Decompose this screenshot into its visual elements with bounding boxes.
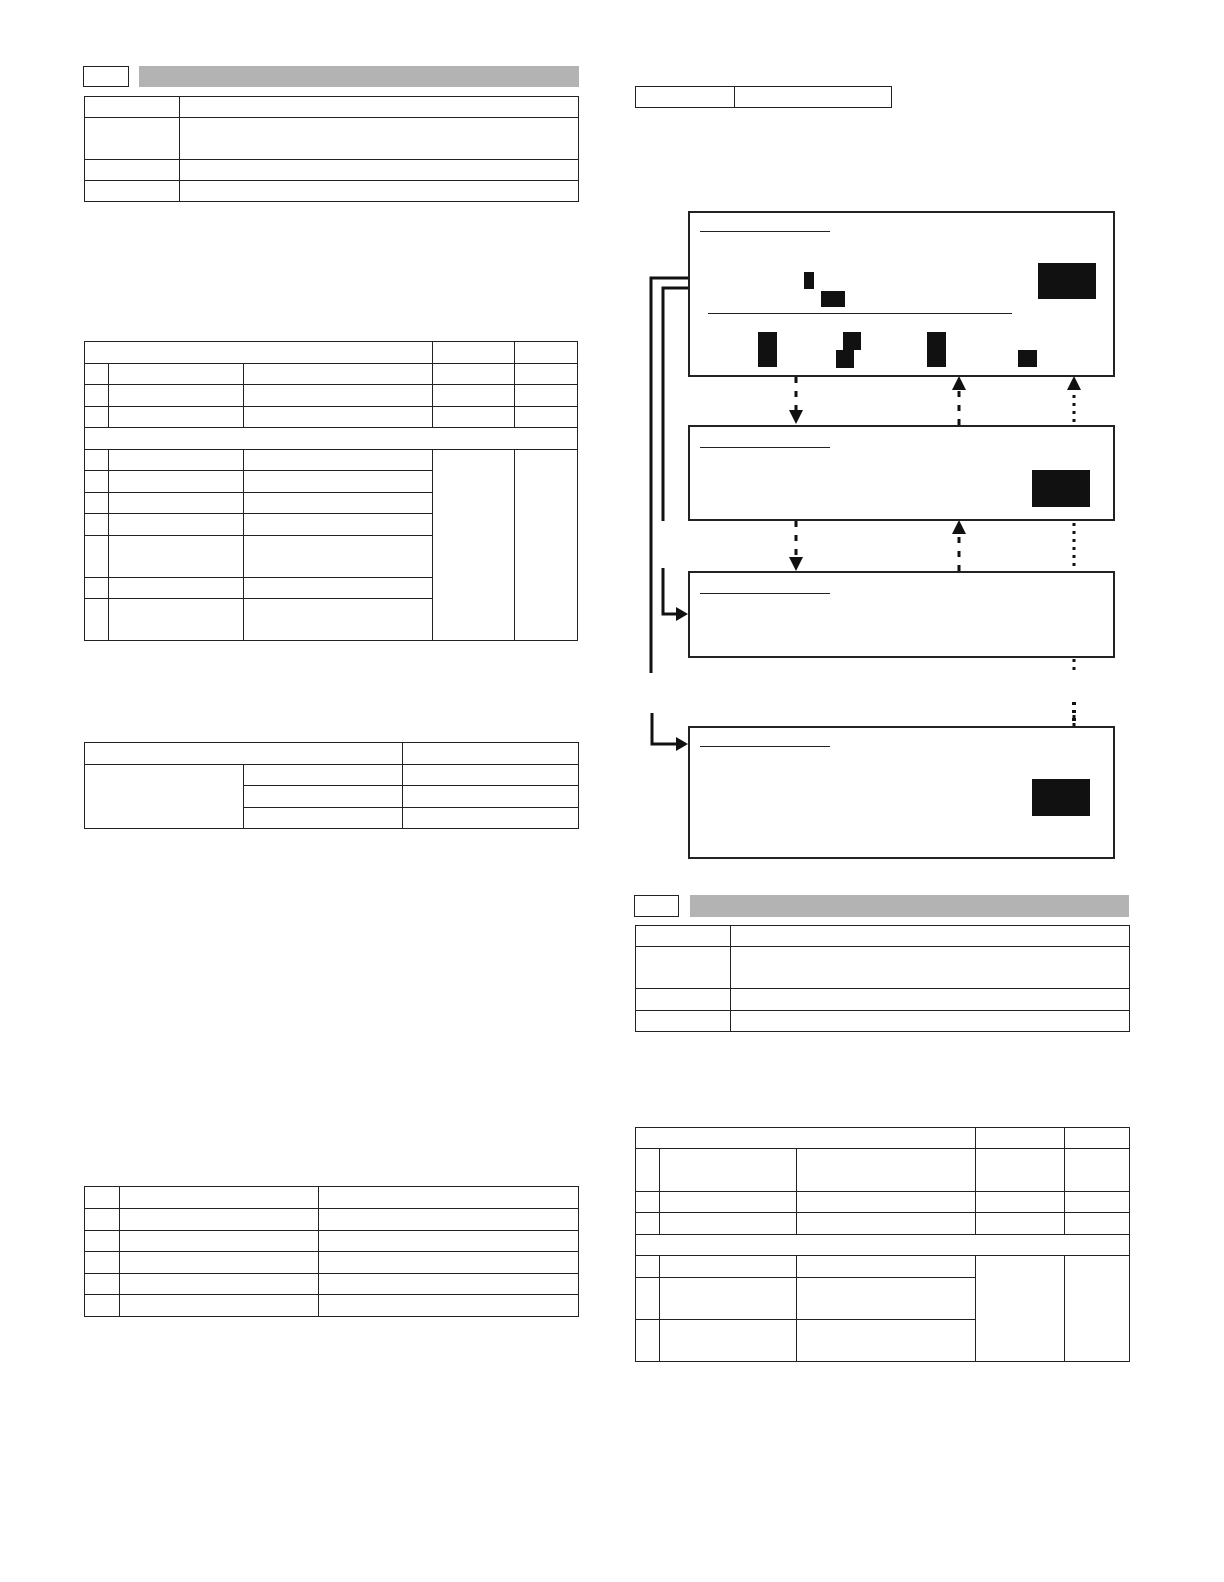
setting-content-cell [244,578,433,599]
setting-default-cell [1065,1213,1130,1235]
setting-default-cell [515,450,578,641]
setting-item-cell [109,493,244,514]
spec-label-cell [85,97,180,118]
lcd-screen-4 [688,726,1115,859]
setting-content-cell [244,471,433,493]
value-item-cell [244,765,403,786]
cursor-block [927,332,946,367]
setting-item-cell [109,364,244,385]
setting-content-cell [797,1192,976,1213]
screen-title-underline [700,593,830,594]
screen-title-underline [700,231,830,232]
setting-default-cell [1065,1256,1130,1362]
setting-item-cell [109,514,244,536]
setting-index-cell [85,407,109,428]
setting-range-cell [976,1192,1065,1213]
spec-value-cell [180,97,579,118]
arrow-up-icon [952,520,966,534]
value-cell [403,808,579,829]
list-index-cell [85,1187,120,1209]
setting-index-cell [85,450,109,471]
setting-item-cell [109,385,244,407]
value-table [84,742,579,829]
setting-content-cell [244,599,433,641]
setting-index-cell [85,536,109,578]
setting-group-row [636,1235,1130,1256]
setting-index-cell [636,1278,660,1320]
setting-item-cell [109,578,244,599]
value-cell [403,786,579,808]
spec-label-cell [636,947,731,989]
setting-content-cell [244,385,433,407]
spec-label-cell [85,118,180,160]
spec-value-cell [731,1011,1130,1032]
list-item-cell [120,1295,319,1317]
value-cell [403,765,579,786]
setting-default-cell [515,385,578,407]
setting-index-cell [636,1256,660,1278]
setting-content-cell [244,493,433,514]
setting-header-cell [636,1128,976,1149]
list-index-cell [85,1209,120,1231]
mode-table [635,86,892,108]
setting-item-cell [660,1320,797,1362]
setting-index-cell [85,514,109,536]
value-header-cell [403,743,579,765]
spec-value-cell [731,989,1130,1011]
list-table [84,1186,579,1317]
setting-item-cell [660,1213,797,1235]
setting-range-cell [976,1256,1065,1362]
setting-table [84,341,578,641]
setting-index-cell [636,1213,660,1235]
connector-line [663,568,680,614]
setting-content-cell [244,364,433,385]
list-desc-cell [319,1274,579,1295]
screen-key-block [1032,470,1090,507]
setting-index-cell [85,471,109,493]
list-index-cell [85,1274,120,1295]
list-index-cell [85,1295,120,1317]
setting-group-row [85,428,578,450]
list-desc-cell [319,1187,579,1209]
spec-value-cell [180,118,579,160]
spec-value-cell [180,160,579,181]
spec-value-cell [180,181,579,202]
list-index-cell [85,1252,120,1274]
setting-item-cell [109,536,244,578]
list-item-cell [120,1187,319,1209]
cursor-block [758,332,777,367]
screen-key-block [1032,779,1090,816]
arrow-right-icon [676,607,688,621]
setting-content-cell [797,1256,976,1278]
setting-range-cell [433,385,515,407]
setting-default-cell [1065,1192,1130,1213]
setting-range-cell [433,450,515,641]
setting-range-cell [433,364,515,385]
setting-item-cell [660,1149,797,1192]
section-code-box [83,66,129,87]
setting-range-cell [433,407,515,428]
arrow-right-icon [676,737,688,751]
spec-table [84,96,579,202]
setting-item-cell [660,1278,797,1320]
setting-header-cell [433,342,515,364]
value-header-cell [85,743,403,765]
spec-label-cell [85,160,180,181]
arrow-up-icon [1067,376,1081,390]
setting-header-cell [1065,1128,1130,1149]
setting-content-cell [244,514,433,536]
spec-value-cell [731,947,1130,989]
spec-value-cell [731,926,1130,947]
list-desc-cell [319,1231,579,1252]
section-code-box [634,895,679,917]
setting-content-cell [244,536,433,578]
setting-range-cell [976,1149,1065,1192]
list-item-cell [120,1274,319,1295]
connector-line [652,713,680,744]
setting-index-cell [636,1192,660,1213]
connector-line [1072,702,1076,724]
setting-content-cell [244,407,433,428]
cursor-block [836,350,854,368]
setting-content-cell [797,1320,976,1362]
setting-item-cell [109,599,244,641]
lcd-screen-3 [688,571,1115,658]
section-title-bar [690,895,1129,917]
connector-line [651,278,688,673]
setting-item-cell [109,450,244,471]
value-item-cell [244,808,403,829]
setting-header-cell [515,342,578,364]
setting-default-cell [515,407,578,428]
setting-index-cell [85,493,109,514]
screen-title-underline [700,746,830,747]
mode-value-cell [735,87,892,108]
list-item-cell [120,1252,319,1274]
setting-item-cell [109,471,244,493]
setting-default-cell [1065,1149,1130,1192]
spec-label-cell [636,989,731,1011]
setting-table [635,1127,1130,1362]
lcd-screen-1 [688,211,1115,377]
list-item-cell [120,1231,319,1252]
cursor-block [821,291,845,307]
setting-content-cell [797,1149,976,1192]
setting-header-cell [85,342,433,364]
setting-content-cell [797,1213,976,1235]
value-group-cell [85,765,244,829]
spec-table [635,925,1130,1032]
list-desc-cell [319,1295,579,1317]
value-item-cell [244,786,403,808]
setting-index-cell [85,385,109,407]
mode-label-cell [636,87,735,108]
screen-divider [708,313,1012,314]
lcd-screen-2 [688,425,1115,521]
setting-item-cell [660,1256,797,1278]
setting-index-cell [85,599,109,641]
setting-default-cell [515,364,578,385]
cursor-block [1018,350,1037,367]
list-desc-cell [319,1252,579,1274]
list-item-cell [120,1209,319,1231]
setting-item-cell [109,407,244,428]
cursor-block [804,272,814,289]
screen-title-underline [700,447,830,448]
screen-key-block [1038,263,1096,299]
arrow-up-icon [952,376,966,390]
spec-label-cell [636,926,731,947]
setting-range-cell [976,1213,1065,1235]
list-desc-cell [319,1209,579,1231]
connector-line [663,288,688,521]
arrow-down-icon [789,557,803,571]
setting-header-cell [976,1128,1065,1149]
setting-index-cell [85,578,109,599]
spec-label-cell [636,1011,731,1032]
setting-index-cell [85,364,109,385]
setting-item-cell [660,1192,797,1213]
arrow-down-icon [789,410,803,424]
list-index-cell [85,1231,120,1252]
setting-index-cell [636,1320,660,1362]
setting-content-cell [244,450,433,471]
cursor-block [843,332,861,350]
spec-label-cell [85,181,180,202]
setting-content-cell [797,1278,976,1320]
setting-index-cell [636,1149,660,1192]
section-title-bar [139,66,579,87]
